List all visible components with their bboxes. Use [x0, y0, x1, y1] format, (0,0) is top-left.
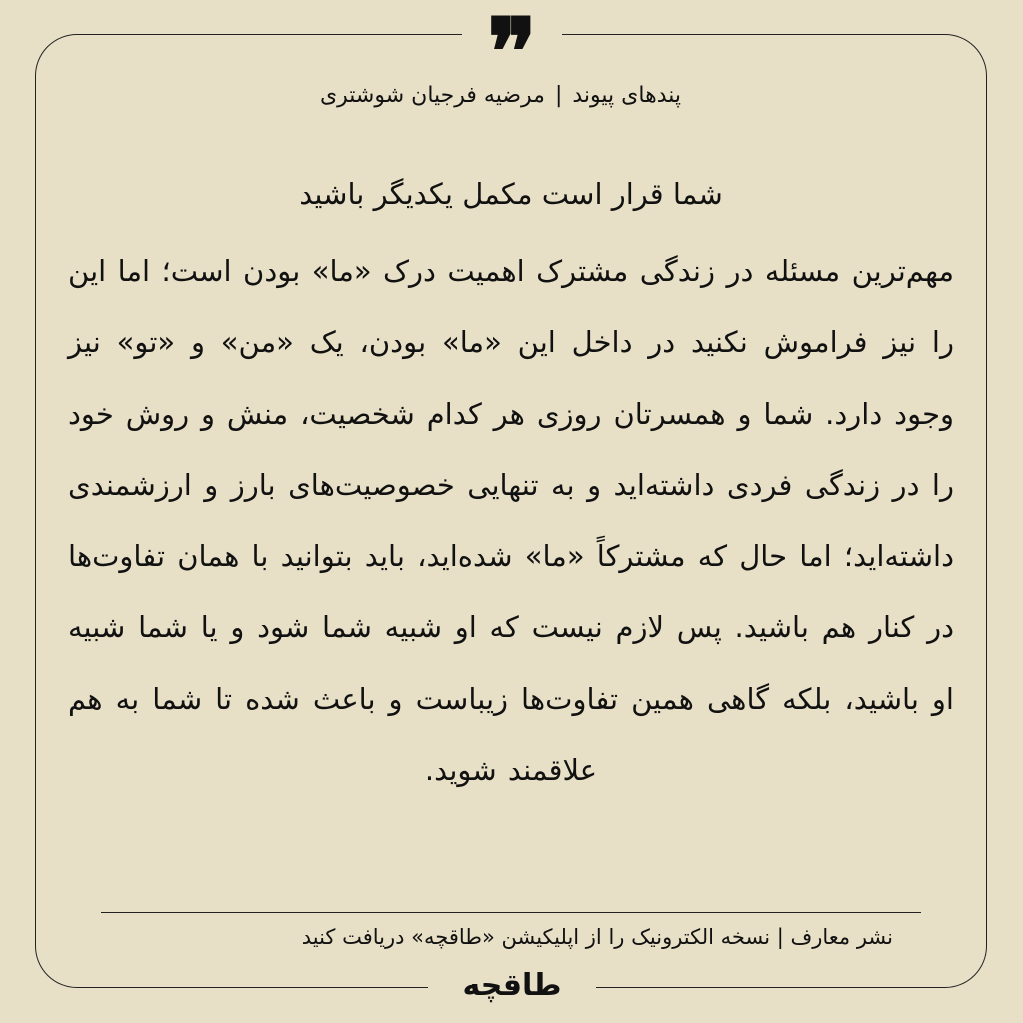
- footer-divider: [101, 912, 921, 913]
- quote-title: شما قرار است مکمل یکدیگر باشید: [299, 177, 723, 211]
- taaghche-logo: طاقچه: [462, 968, 562, 1003]
- book-title: پندهای پیوند: [572, 83, 681, 108]
- double-quote-icon: ❞: [487, 0, 537, 106]
- book-header: [320, 78, 681, 114]
- header-separator: |: [554, 83, 563, 108]
- publisher-footer: نشر معارف | نسخه الکترونیک را از اپلیکیشن «طاقچه» دریافت کنید: [301, 925, 893, 949]
- quote-body: مهم‌ترین مسئله در زندگی مشترک اهمیت درک «ما» بودن است؛ اما این را نیز فراموش نکنید در داخل این «ما» بودن، یک «من» و «تو» نیز وجود دارد. شما و همسرتان روزی هر کدام شخصیت، منش و روش خود را در زندگی فردی داشته‌اید و به تنهایی خصوصیت‌های بارز و ارزشمندی داشته‌اید؛ اما حال که مشترکاً «ما» شده‌اید، باید بتوانید با همان تفاوت‌ها در کنار هم باشید. پس لازم نیست که او شبیه شما شود و یا شما شبیه او باشید، بلکه گاهی همین تفاوت‌ها زیباست و باعث شده تا شما به هم علاقمند شوید.: [68, 254, 954, 788]
- author-name: مرضیه فرجیان شوشتری: [319, 83, 545, 108]
